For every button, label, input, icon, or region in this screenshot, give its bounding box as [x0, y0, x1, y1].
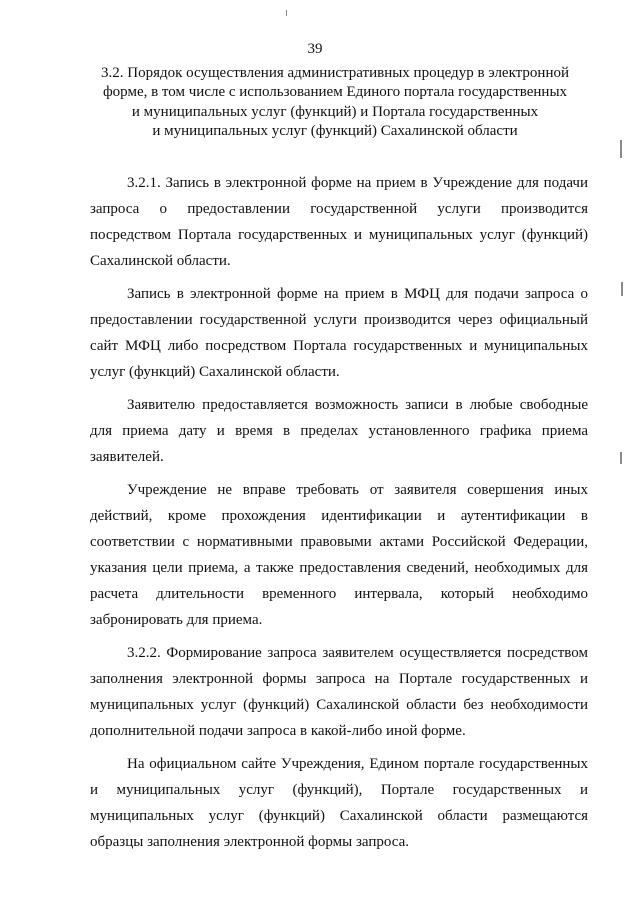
text-line: расчета длительности временного интервала, который необходимо — [90, 586, 588, 602]
text-line: предоставлении государственной услуги производится через официальный — [90, 312, 588, 328]
scan-mark — [620, 140, 622, 158]
text-line: соответствии с нормативными правовыми актами Российской Федерации, — [90, 534, 588, 550]
scan-mark — [286, 10, 287, 16]
page-number: 39 — [307, 41, 323, 57]
text-line: для приема дату и время в пределах установленного графика приема — [90, 423, 588, 439]
paragraph-free-slots — [90, 392, 588, 470]
text-line: Запись в электронной форме на прием в МФЦ для подачи запроса о — [127, 286, 588, 302]
text-line: услуг (функций) Сахалинской области. — [90, 364, 340, 380]
heading-line: 3.2. Порядок осуществления административных процедур в электронной — [100, 65, 569, 81]
text-line: запроса о предоставлении государственной услуги производится — [90, 201, 588, 217]
text-line: указания цели приема, а также предоставления сведений, необходимых для — [90, 560, 588, 576]
text-line: и муниципальных услуг (функций), Портале государственных и — [90, 782, 588, 798]
text-line: муниципальных услуг (функций) Сахалинской области без необходимости — [90, 697, 588, 713]
text-line: забронировать для приема. — [90, 612, 263, 628]
text-line: Учреждение не вправе требовать от заявителя совершения иных — [127, 482, 588, 498]
paragraph-3-2-2 — [90, 640, 588, 744]
text-line: Заявителю предоставляется возможность записи в любые свободные — [127, 397, 588, 413]
paragraph-samples — [90, 751, 588, 855]
text-line: На официальном сайте Учреждения, Едином портале государственных — [127, 756, 588, 772]
text-line: образцы заполнения электронной формы запроса. — [90, 834, 409, 850]
scan-mark — [621, 282, 623, 296]
text-line: посредством Портала государственных и муниципальных услуг (функций) — [90, 227, 588, 243]
text-line: заполнения электронной формы запроса на Портале государственных и — [90, 671, 588, 687]
scan-mark — [620, 452, 622, 464]
heading-line: и муниципальных услуг (функций) и Портала государственных — [131, 103, 539, 120]
text-line: 3.2.2. Формирование запроса заявителем осуществляется посредством — [127, 645, 588, 661]
text-line: заявителей. — [90, 449, 164, 465]
heading-line: и муниципальных услуг (функций) Сахалинской области — [152, 122, 518, 139]
text-line: дополнительной подачи запроса в какой-либо иной форме. — [90, 723, 466, 739]
text-line: действий, кроме прохождения идентификации и аутентификации в — [90, 508, 588, 524]
paragraph-restrictions — [90, 477, 588, 633]
body-text — [90, 170, 588, 862]
heading-line: форме, в том числе с использованием Единого портала государственных — [102, 84, 568, 101]
text-line: сайт МФЦ либо посредством Портала государственных и муниципальных — [90, 338, 588, 354]
text-line: муниципальных услуг (функций) Сахалинской области размещаются — [90, 808, 588, 824]
paragraph-3-2-1 — [90, 170, 588, 274]
text-line: 3.2.1. Запись в электронной форме на прием в Учреждение для подачи — [127, 175, 588, 191]
text-line: Сахалинской области. — [90, 253, 231, 269]
section-heading — [85, 64, 585, 141]
paragraph-mfc-booking — [90, 281, 588, 385]
